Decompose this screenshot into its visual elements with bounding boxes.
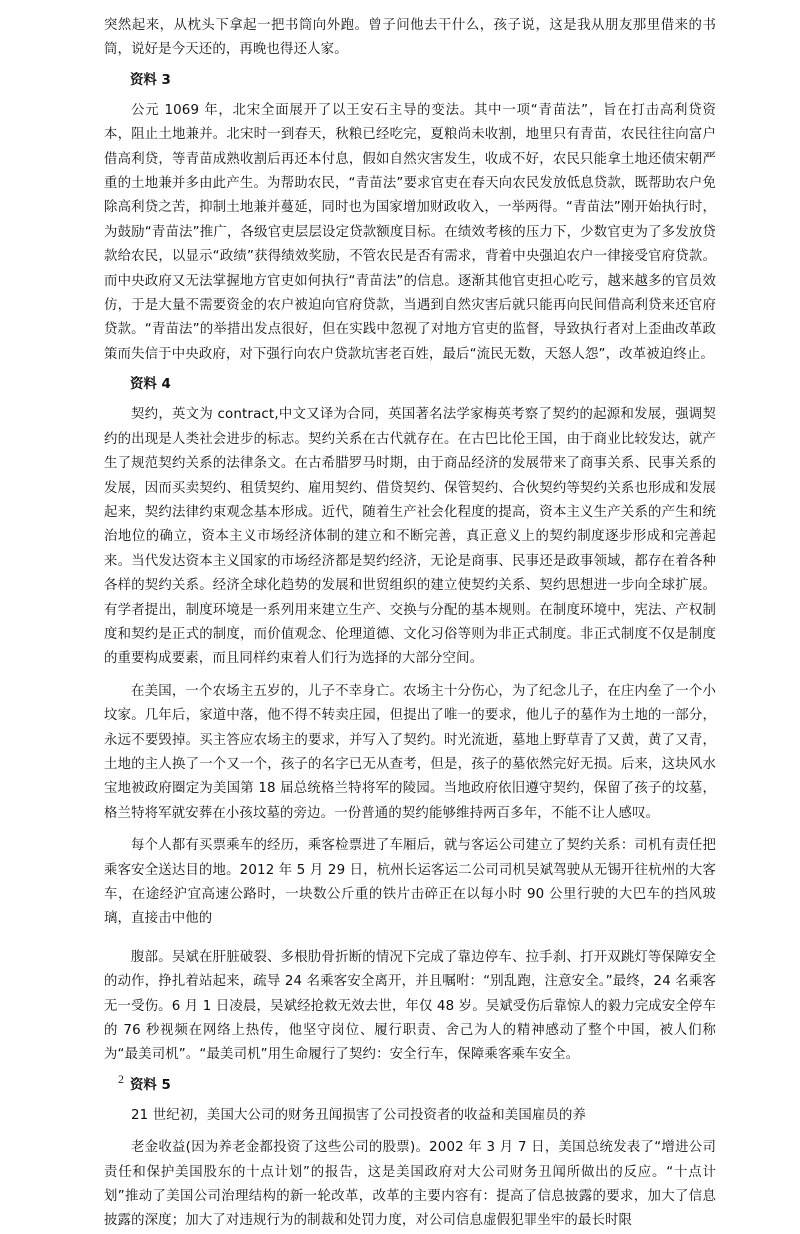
paragraph-material-4-farmer: 在美国，一个农场主五岁的，儿子不幸身亡。农场主十分伤心，为了纪念儿子，在庄内垒了一个小坟家。几年后，家道中落，他不得不转卖庄园，但提出了唯一的要求，他儿子的墓作为土地的一部分，永远不要毁掉。买主答应农场主的要求，并写入了契约。时光流逝，墓地上野草青了又黄，黄了又青，土地的主人换了一个又一个，孩子的名字已无从查考，但是，孩子的墓依然完好无损。后来，这块风水宝地被政府圈定为美国第 18 届总统格兰特将军的陵园。当地政府依旧遵守契约，保留了孩子的坟墓，格兰特将军就安葬在小孩坟墓的旁边。一份普通的契约能够维持两百多年，不能不让人感叹。: [104, 683, 716, 821]
paragraph-intro-continuation: 突然起来，从枕头下拿起一把书筒向外跑。曾子问他去干什么，孩子说，这是我从朋友那里借来的书筒，说好是今天还的，再晚也得还人家。: [104, 18, 716, 58]
paragraph-material-3: 公元 1069 年，北宋全面展开了以王安石主导的变法。其中一项“青苗法”，旨在打击高利贷资本，阻止土地兼并。北宋时一到春天，秋粮已经吃完，夏粮尚未收割，地里只有青苗，农民往往向富户借高利贷，等青苗成熟收割后再还本付息，假如自然灾害发生，收成不好，农民只能拿土地还债宋朝严重的土地兼并多由此产生。为帮助农民，“青苗法”要求官吏在春天向农民发放低息贷款，既帮助农户免除高利贷之苦，抑制土地兼并蔓延，同时也为国家增加财政收入，一举两得。“青苗法”刚开始执行时，为鼓励“青苗法”推广，各级官吏层层设定贷款额度目标。在绩效考核的压力下，少数官吏为了多发放贷款给农民，以显示“政绩”获得绩效奖励，不管农民是否有需求，背着中央强迫农户一律接受官府贷款。而中央政府又无法掌握地方官吏如何执行“青苗法”的信息。逐渐其他官吏担心吃亏，越来越多的官员效仿，于是大量不需要资金的农户被迫向官府贷款，当遇到自然灾害后就只能再向民间借高利贷来还官府贷款。“青苗法”的举措出发点很好，但在实践中忽视了对地方官吏的监督，导致执行者对上歪曲改革政策而失信于中央政府，对下强行向农户贷款坑害老百姓，最后“流民无数，天怒人怨”，改革被迫终止。: [104, 102, 716, 362]
section-heading-material-3: 资料 3: [130, 72, 171, 88]
paragraph-material-4-bus: 每个人都有买票乘车的经历，乘客检票进了车厢后，就与客运公司建立了契约关系：司机有责任把乘客安全送达目的地。2012 年 5 月 29 日，杭州长运客运二公司司机吴斌驾驶从无锡开往杭州的大客车，在途经沪宜高速公路时，一块数公斤重的铁片击碎正在以每小时 90 公里行驶的大巴车的挡风玻璃，直接击中他的: [104, 838, 716, 927]
paragraph-material-5-intro: 21 世纪初，美国大公司的财务丑闻损害了公司投资者的收益和美国雇员的养: [131, 1107, 587, 1123]
paragraph-material-4-contract: 契约，英文为 contract,中文又译为合同，英国著名法学家梅英考察了契约的起源和发展，强调契约的出现是人类社会进步的标志。契约关系在古代就存在。在古巴比伦王国，由于商业比较发达，就产生了规范契约关系的法律条文。在古希腊罗马时期，由于商品经济的发展带来了商事关系、民事关系的发展，因而买卖契约、租赁契约、雇用契约、借贷契约、保管契约、合伙契约等契约关系也形成和发展起来，契约法律约束观念基本形成。近代，随着生产社会化程度的提高，资本主义生产关系的产生和统治地位的确立，资本主义市场经济体制的建立和不断完善，真正意义上的契约制度逐步形成和完善起来。当代发达资本主义国家的市场经济都是契约经济，无论是商事、民事还是政事领域，都存在着各种各样的契约关系。经济全球化趋势的发展和世贸组织的建立使契约关系、契约思想进一步向全球扩展。有学者提出，制度环境是一系列用来建立生产、交换与分配的基本规则。在制度环境中，宪法、产权制度和契约是正式的制度，而价值观念、伦理道德、文化习俗等则为非正式制度。非正式制度不仅是制度的重要构成要素，而且同样约束着人们行为选择的大部分空间。: [104, 407, 716, 667]
paragraph-material-5-body: 老金收益(因为养老金都投资了这些公司的股票)。2002 年 3 月 7 日，美国总统发表了“增进公司责任和保护美国股东的十点计划”的报告，这是美国政府对大公司财务丑闻所做出的反应。“十点计划”推动了美国公司治理结构的新一轮改革，改革的主要内容有：提高了信息披露的要求，加大了信息披露的深度；加大了对违规行为的制裁和处罚力度，对公司信息虚假犯罪坐牢的最长时限: [104, 1140, 716, 1229]
paragraph-material-4-driver: 腹部。吴斌在肝脏破裂、多根肋骨折断的情况下完成了靠边停车、拉手刹、打开双跳灯等保障安全的动作，挣扎着站起来，疏导 24 名乘客安全离开，并且嘱咐：“别乱跑，注意安全。”最终，24 名乘客无一受伤。6 月 1 日凌晨，吴斌经抢救无效去世，年仅 48 岁。吴斌受伤后靠惊人的毅力完成安全停车的 76 秒视频在网络上热传，他坚守岗位、履行职责、舍己为人的精神感动了整个中国，被人们称为“最美司机”。“最美司机”用生命履行了契约：安全行车，保障乘客乘车安全。: [104, 949, 716, 1063]
section-heading-material-4: 资料 4: [130, 377, 171, 393]
document-body: [104, 14, 716, 1234]
page-number: 2: [118, 1072, 124, 1086]
section-heading-material-5: 资料 5: [130, 1077, 171, 1093]
